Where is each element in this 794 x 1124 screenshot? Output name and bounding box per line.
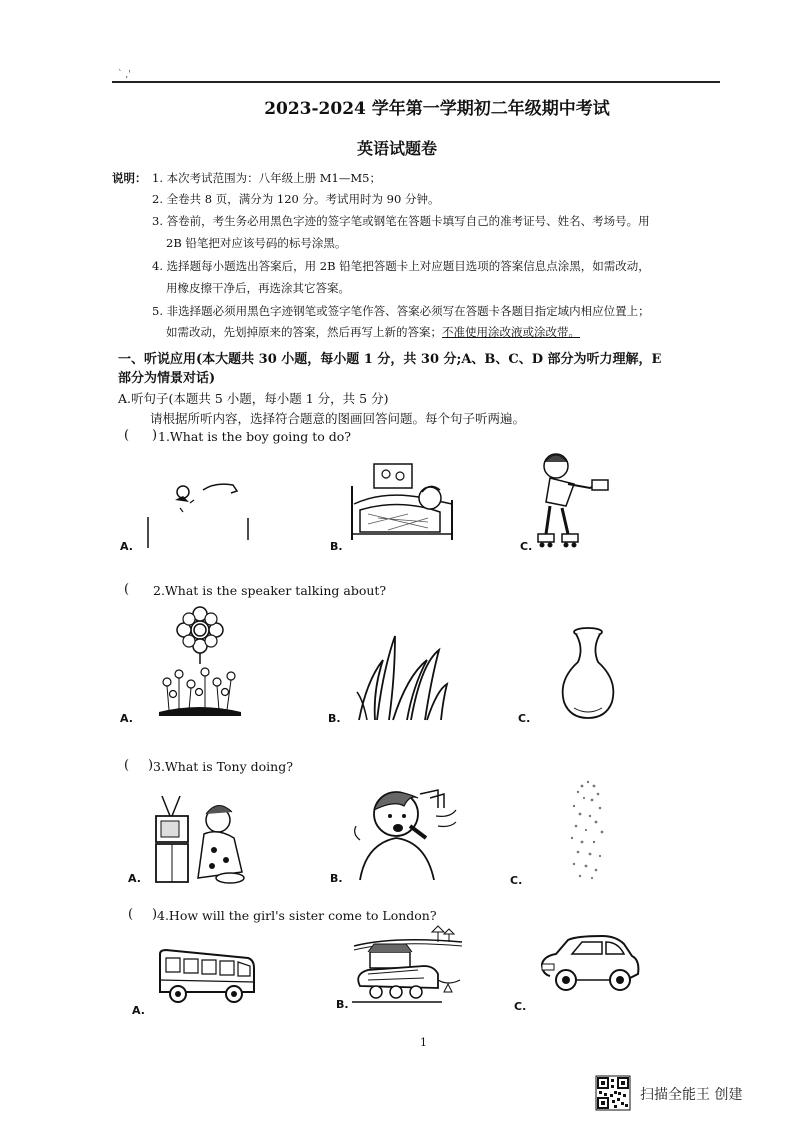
note-item: 4. 选择题每小题选出答案后，用 2B 铅笔把答题卡上对应题目选项的答案信息点涂黑，如需改动，: [152, 259, 650, 273]
note-item: 2. 全卷共 8 页，满分为 120 分。考试用时为 90 分钟。: [152, 192, 440, 206]
qr-code-icon: [596, 1076, 630, 1110]
note-item: 3. 答卷前，考生务必用黑色字迹的签字笔或钢笔在答题卡填写自己的准考证号、姓名、考场号。用: [152, 214, 650, 228]
question-text: 1.What is the boy going to do?: [158, 429, 351, 444]
child-watching-tv-icon: [152, 794, 252, 886]
option-label: C.: [514, 1000, 527, 1013]
option-label: C.: [518, 712, 531, 725]
scanner-watermark: [596, 1074, 776, 1114]
option-label: B.: [336, 998, 349, 1011]
section-heading-line: 一、听说应用(本大题共 30 小题，每小题 1 分，共 30 分;A、B、C、D 部分为听力理解，E: [118, 352, 662, 367]
note-item: 1. 本次考试范围为：八年级上册 M1—M5；: [152, 171, 381, 185]
part-a-instruction: 请根据所听内容，选择符合题意的图画回答问题。每个句子听两遍。: [150, 411, 526, 426]
option-label: A.: [132, 1004, 145, 1017]
watermark-text: 扫描全能王 创建: [640, 1087, 743, 1103]
answer-paren-close: ): [148, 758, 154, 773]
boy-singing-icon: [350, 786, 462, 882]
answer-paren-close: ): [152, 907, 158, 922]
notes-label: 说明：: [112, 171, 147, 185]
note-item: 用橡皮擦干净后，再选涂其它答案。: [166, 281, 350, 295]
note-item-cont: [166, 322, 722, 342]
grass-icon: [355, 632, 450, 722]
option-label: C.: [510, 874, 523, 887]
vase-icon: [560, 626, 616, 720]
flowers-icon: [155, 608, 245, 720]
question-text: 3.What is Tony doing?: [153, 759, 293, 774]
option-label: A.: [120, 540, 133, 553]
option-label: B.: [328, 712, 341, 725]
scan-mark: ` ,': [118, 70, 131, 80]
bus-icon: [154, 948, 258, 1008]
option-label: B.: [330, 872, 343, 885]
section-heading: [118, 350, 722, 388]
page-number: 1: [420, 1036, 427, 1049]
question-text: 2.What is the speaker talking about?: [153, 583, 387, 598]
train-icon: [352, 928, 464, 1008]
note-item: 如需改动，先划掉原来的答案，然后再写上新的答案；: [166, 325, 442, 339]
note-item: 5. 非选择题必须用黑色字迹钢笔或签字笔作答、答案必须写在答题卡各题目指定域内相应位置上；: [152, 304, 650, 318]
question-text: 4.How will the girl's sister come to London?: [157, 908, 437, 923]
answer-paren-open: (: [124, 758, 130, 773]
exam-subtitle: 英语试题卷: [356, 139, 437, 158]
answer-paren-open: (: [124, 428, 130, 443]
note-item: 2B 铅笔把对应该号码的标号涂黑。: [166, 236, 347, 250]
section-heading-line: 部分为情景对话): [118, 371, 216, 386]
note-item-underlined: 不准使用涂改液或涂改带。: [442, 325, 580, 339]
car-icon: [540, 936, 642, 1000]
option-label: C.: [520, 540, 533, 553]
boy-rollerskating-icon: [536, 452, 616, 552]
option-label: B.: [330, 540, 343, 553]
answer-paren-open: (: [124, 582, 130, 597]
option-label: A.: [120, 712, 133, 725]
option-label: A.: [128, 872, 141, 885]
broken-hoop-icon: [145, 470, 255, 550]
answer-paren-open: (: [128, 907, 134, 922]
header-rule: [112, 81, 720, 83]
boy-sleeping-icon: [348, 462, 458, 552]
part-a-heading: A.听句子(本题共 5 小题，每小题 1 分，共 5 分): [118, 391, 389, 406]
answer-paren-close: ): [152, 428, 158, 443]
exam-title: 2023-2024 学年第一学期初二年级期中考试: [264, 99, 610, 119]
faded-figure-icon: [560, 776, 616, 882]
